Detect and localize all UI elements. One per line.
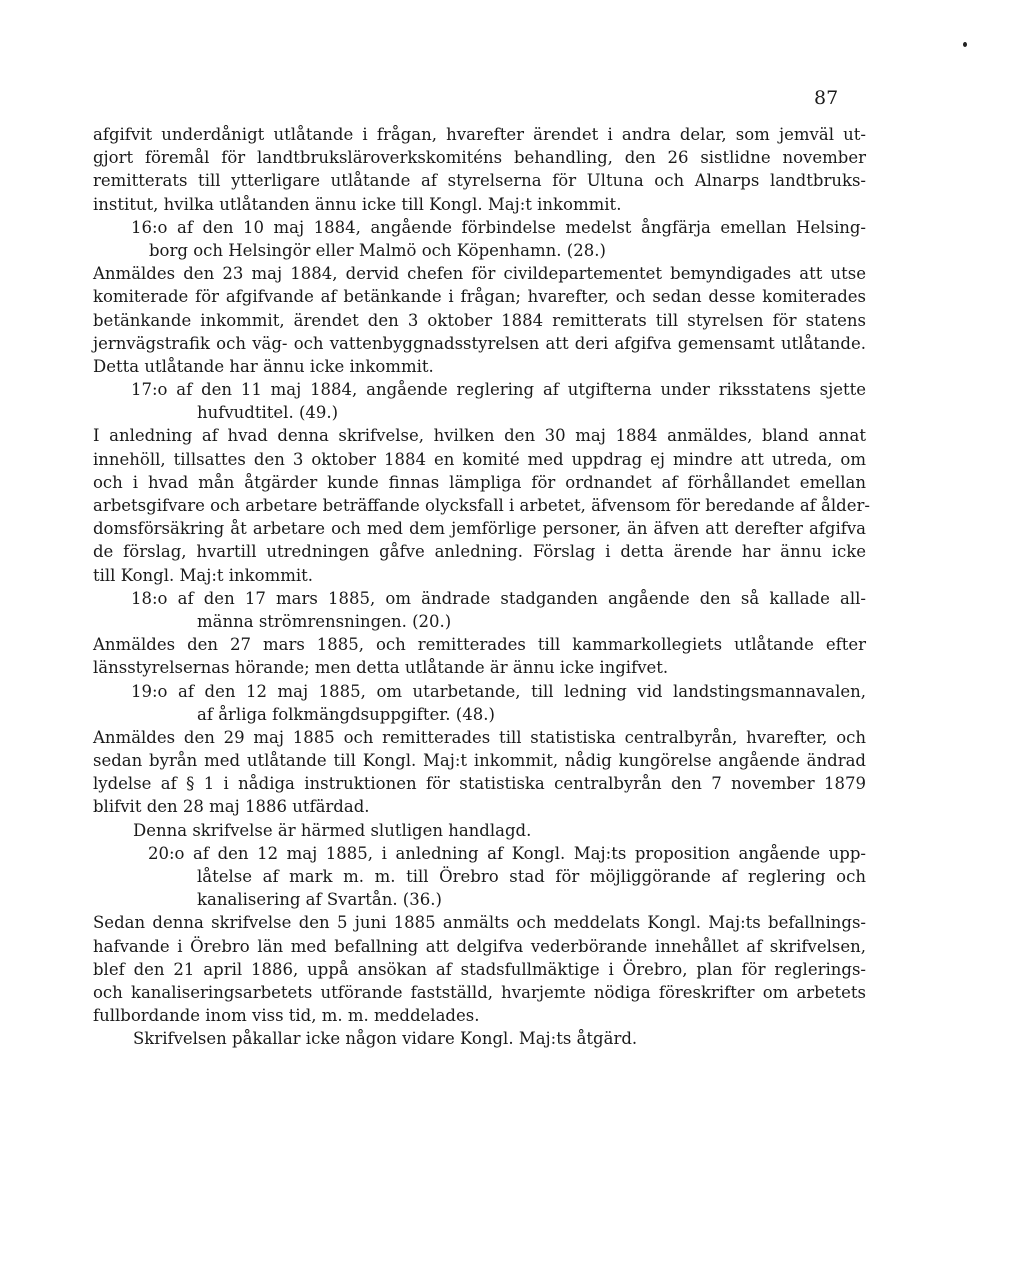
text-line: de förslag, hvartill utredningen gåfve anledning. Förslag i detta ärende har ännu icke	[93, 542, 866, 562]
text-line: Detta utlåtande har ännu icke inkommit.	[93, 356, 434, 376]
text-line: komiterade för afgifvande af betänkande i frågan; hvarefter, och sedan desse komiterades	[93, 287, 866, 307]
text-line: afgifvit underdånigt utlåtande i frågan, hvarefter ärendet i andra delar, som jemväl ut-	[93, 125, 866, 144]
text-line: Skrifvelsen påkallar icke någon vidare Kongl. Maj:ts åtgärd.	[133, 1029, 638, 1049]
text-line: lydelse af § 1 i nådiga instruktionen för statistiska centralbyrån den 7 november 1879	[93, 774, 866, 794]
text-line: institut, hvilka utlåtanden ännu icke till Kongl. Maj:t inkommit.	[93, 194, 622, 214]
text-line: jernvägstrafik och väg- och vattenbyggnadsstyrelsen att deri afgifva gemensamt utlåtande.	[93, 333, 866, 353]
section-heading-line: 19:o af den 12 maj 1885, om utarbetande, till ledning vid landstingsmannavalen,	[131, 681, 866, 701]
page-number: 87	[814, 87, 839, 109]
section-heading-line: kanalisering af Svartån. (36.)	[197, 890, 442, 910]
section-heading-line: 18:o af den 17 mars 1885, om ändrade stadganden angående den så kallade all-	[131, 588, 866, 608]
text-line: fullbordande inom viss tid, m. m. meddelades.	[93, 1006, 480, 1026]
text-line: domsförsäkring åt arbetare och med dem jemförlige personer, än äfven att derefter afgifva	[93, 519, 866, 539]
text-line: till Kongl. Maj:t inkommit.	[93, 565, 314, 585]
section-heading-line: 17:o af den 11 maj 1884, angående reglering af utgifterna under riksstatens sjette	[131, 380, 866, 400]
section-heading-line: borg och Helsingör eller Malmö och Köpenhamn. (28.)	[149, 240, 606, 260]
text-line: och kanaliseringsarbetets utförande fastställd, hvarjemte nödiga föreskrifter om arbetets	[93, 982, 866, 1002]
text-line: hafvande i Örebro län med befallning att delgifva vederbörande innehållet af skrifvelsen,	[93, 936, 866, 956]
text-line: sedan byrån med utlåtande till Kongl. Maj:t inkommit, nådig kungörelse angående ändrad	[93, 751, 866, 771]
text-line: Anmäldes den 29 maj 1885 och remitterades till statistiska centralbyrån, hvarefter, och	[93, 727, 866, 747]
text-line: Anmäldes den 23 maj 1884, dervid chefen för civildepartementet bemyndigades att utse	[93, 264, 866, 284]
text-line: betänkande inkommit, ärendet den 3 oktober 1884 remitterats till styrelsen för statens	[93, 310, 866, 330]
text-line: Denna skrifvelse är härmed slutligen handlagd.	[133, 820, 532, 840]
text-line: länsstyrelsernas hörande; men detta utlåtande är ännu icke ingifvet.	[93, 658, 669, 678]
section-heading-line: af årliga folkmängdsuppgifter. (48.)	[197, 704, 495, 724]
text-line: blef den 21 april 1886, uppå ansökan af stadsfullmäktige i Örebro, plan för reglerings-	[93, 959, 866, 979]
section-heading-line: låtelse af mark m. m. till Örebro stad för möjliggörande af reglering och	[197, 867, 866, 886]
corner-mark	[963, 42, 967, 47]
body-text	[93, 123, 870, 1051]
section-heading-line: 20:o af den 12 maj 1885, i anledning af Kongl. Maj:ts proposition angående upp-	[148, 843, 866, 863]
text-line: remitterats till ytterligare utlåtande af styrelserna för Ultuna och Alnarps landtbruks-	[93, 171, 866, 191]
text-line: blifvit den 28 maj 1886 utfärdad.	[93, 797, 370, 817]
text-line: arbetsgifvare och arbetare beträffande olycksfall i arbetet, äfvensom för beredande af ålder-	[93, 496, 870, 515]
section-heading-line: 16:o af den 10 maj 1884, angående förbindelse medelst ångfärja emellan Helsing-	[131, 217, 866, 237]
text-line: gjort föremål för landtbruksläroverkskomiténs behandling, den 26 sistlidne november	[93, 148, 866, 168]
text-line: innehöll, tillsattes den 3 oktober 1884 en komité med uppdrag ej mindre att utreda, om	[93, 449, 866, 469]
text-line: och i hvad mån åtgärder kunde finnas lämpliga för ordnandet af förhållandet emellan	[93, 472, 866, 492]
text-line: Sedan denna skrifvelse den 5 juni 1885 anmälts och meddelats Kongl. Maj:ts befallnings-	[93, 913, 866, 933]
text-line: I anledning af hvad denna skrifvelse, hvilken den 30 maj 1884 anmäldes, bland annat	[93, 426, 866, 446]
text-line: Anmäldes den 27 mars 1885, och remitterades till kammarkollegiets utlåtande efter	[93, 635, 866, 655]
section-heading-line: männa strömrensningen. (20.)	[197, 611, 452, 631]
section-heading-line: hufvudtitel. (49.)	[197, 403, 339, 423]
